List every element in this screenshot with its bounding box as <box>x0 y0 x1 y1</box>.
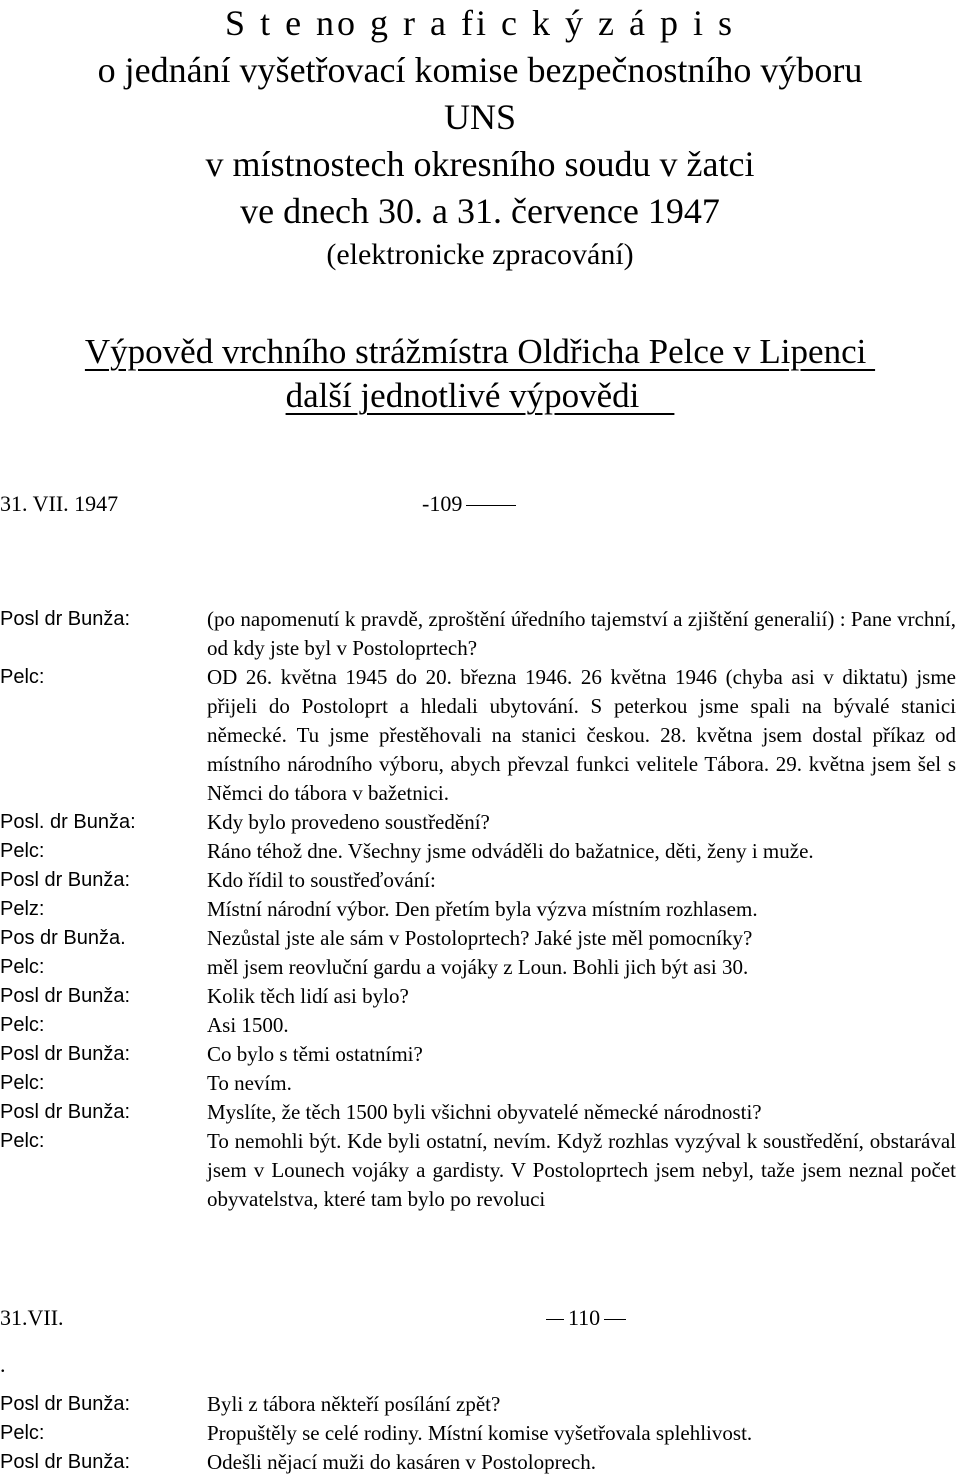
dialog-row <box>0 953 960 982</box>
document-title <box>0 0 960 275</box>
title-subtitle: (elektronicke zpracování) <box>326 238 634 271</box>
page-dash <box>604 1319 626 1320</box>
speech-text: Byli z tábora někteří posílání zpět? <box>207 1392 501 1416</box>
speech-text: Co bylo s těmi ostatními? <box>207 1042 423 1066</box>
speaker-label: Pelc: <box>0 1130 45 1152</box>
headline-line-1: Výpověd vrchního strážmístra Oldřicha Pelce v Lipenci <box>84 332 876 371</box>
headline-line-2: další jednotlivé výpovědi <box>285 376 675 415</box>
dialog-row <box>0 837 960 866</box>
title-line-3: UNS <box>443 97 517 137</box>
dialog-row <box>0 605 960 663</box>
dialog-row <box>0 866 960 895</box>
speaker-label: Posl dr Bunža: <box>0 1101 131 1123</box>
speaker-label: Posl dr Bunža: <box>0 1451 131 1473</box>
speaker-label: Pelc: <box>0 1422 45 1444</box>
speech-text: Myslíte, že těch 1500 byli všichni obyvatelé německé národnosti? <box>207 1100 762 1124</box>
speech-text: Odešli nějací muži do kasáren v Postoloprech. <box>207 1450 596 1474</box>
page-number-2-text: 110 <box>568 1305 601 1330</box>
speaker-label: Posl dr Bunža: <box>0 1043 131 1065</box>
speaker-label: Pelc: <box>0 666 45 688</box>
dialog-row <box>0 982 960 1011</box>
speaker-label: Posl dr Bunža: <box>0 985 131 1007</box>
dialog-row <box>0 1040 960 1069</box>
dialog-row <box>0 1127 960 1214</box>
speech-text: Asi 1500. <box>207 1013 289 1037</box>
speaker-label: Pelc: <box>0 840 45 862</box>
dialog-section-1 <box>0 605 960 1214</box>
page-dash <box>466 505 516 506</box>
speaker-label: Posl. dr Bunža: <box>0 811 136 833</box>
speech-text: OD 26. května 1945 do 20. března 1946. 26 května 1946 (chyba asi v diktatu) jsme přijeli do Postoloprt a hledali ubytování. S peterkou jsme spali na bývalé stanici německé. Tu jsme přestěhovali na stanici českou. 28. května jsem dostal příkaz od místního národního výboru, abych převzal funkci velitele Tábora. 29. května jsem šel s Němci do tábora v bažetnici. <box>207 665 956 805</box>
page-number-1-text: -109 <box>422 491 463 516</box>
dialog-row <box>0 663 960 808</box>
page-ref-date-1: 31. VII. 1947 <box>0 491 119 516</box>
speaker-label: Pos dr Bunža. <box>0 927 126 949</box>
speech-text: Nezůstal jste ale sám v Postoloprtech? Jaké jste měl pomocníky? <box>207 926 753 950</box>
dialog-row <box>0 1098 960 1127</box>
title-line-2: o jednání vyšetřovací komise bezpečnostního výboru <box>97 50 863 90</box>
page-ref-date-2: 31.VII. <box>0 1305 64 1330</box>
speaker-label: Pelc: <box>0 1072 45 1094</box>
speech-text: Kolik těch lidí asi bylo? <box>207 984 409 1008</box>
headline <box>0 330 960 418</box>
speech-text: (po napomenutí k pravdě, zproštění úředního tajemství a zjištění generalií) : Pane vrchní, od kdy jste byl v Postoloprtech? <box>207 607 956 660</box>
speech-text: Kdy bylo provedeno soustředění? <box>207 810 490 834</box>
page-number-2 <box>542 1305 630 1331</box>
speech-text: měl jsem reovluční gardu a vojáky z Loun. Bohli jich být asi 30. <box>207 955 749 979</box>
dialog-row <box>0 895 960 924</box>
page-number-1 <box>422 491 520 517</box>
dialog-row <box>0 1390 960 1419</box>
speaker-label: Posl dr Bunža: <box>0 1393 131 1415</box>
speaker-label: Pelz: <box>0 898 45 920</box>
speaker-label: Posl dr Bunža: <box>0 608 131 630</box>
separator-dot: . <box>0 1352 6 1377</box>
dialog-row <box>0 808 960 837</box>
dialog-row <box>0 924 960 953</box>
speaker-label: Pelc: <box>0 956 45 978</box>
title-line-4: v místnostech okresního soudu v žatci <box>205 144 755 184</box>
dialog-row <box>0 1448 960 1477</box>
page-dash <box>546 1319 564 1320</box>
speech-text: Místní národní výbor. Den přetím byla výzva místním rozhlasem. <box>207 897 758 921</box>
title-line-5: ve dnech 30. a 31. července 1947 <box>240 191 720 231</box>
dialog-row <box>0 1419 960 1448</box>
speech-text: Kdo řídil to soustřeďování: <box>207 868 436 892</box>
speech-text: Propuštěly se celé rodiny. Místní komise vyšetřovala splehlivost. <box>207 1421 753 1445</box>
title-line-1: S t e no g r a fi c k ý z á p i s <box>225 3 735 43</box>
dialog-row <box>0 1069 960 1098</box>
speaker-label: Pelc: <box>0 1014 45 1036</box>
speaker-label: Posl dr Bunža: <box>0 869 131 891</box>
speech-text: Ráno téhož dne. Všechny jsme odváděli do bažatnice, děti, ženy i muže. <box>207 839 814 863</box>
dialog-row <box>0 1011 960 1040</box>
dialog-section-2 <box>0 1390 960 1477</box>
speech-text: To nemohli být. Kde byli ostatní, nevím. Když rozhlas vyzýval k soustředění, obstarával jsem v Lounech vojáky a gardisty. V Postoloprtech jsem nebyl, taže jsem neznal počet obyvatelstva, které tam bylo po revoluci <box>207 1129 956 1211</box>
speech-text: To nevím. <box>207 1071 292 1095</box>
